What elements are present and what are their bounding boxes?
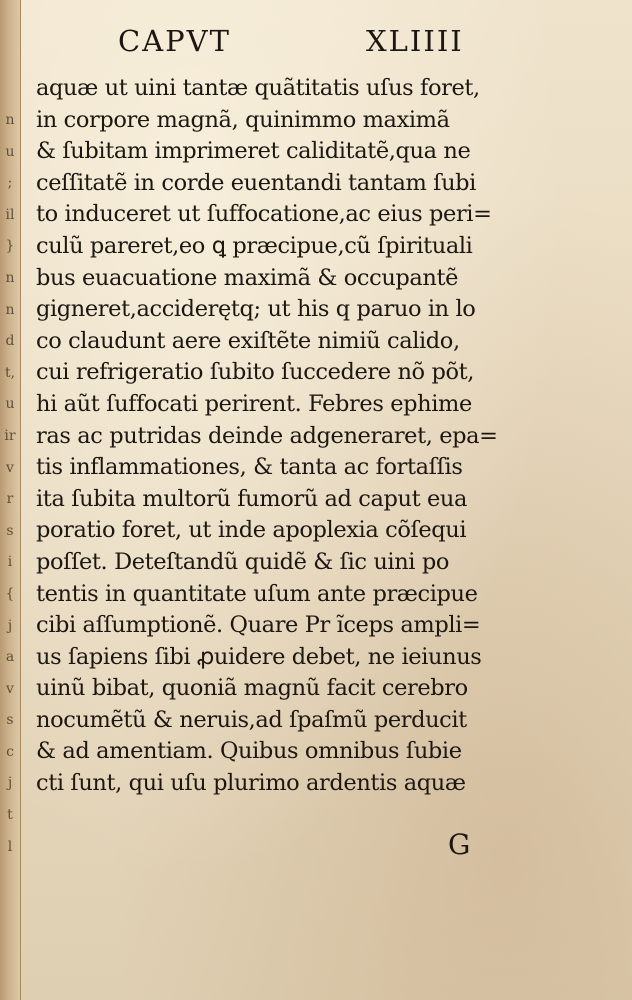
folio-number: XLIIII [366, 24, 464, 58]
text-line: poſſet. Deteſtandũ quidẽ & ſic uini po [36, 548, 449, 575]
bleed-mark: s [6, 712, 14, 729]
text-line: tis inflammationes, & tanta ac fortaſſis [36, 454, 463, 481]
bleed-mark: v [6, 459, 14, 476]
bleed-mark: i [7, 554, 13, 571]
bleed-mark: r [6, 491, 14, 508]
bleed-mark: t [7, 807, 13, 824]
text-line: cui refrigeratio ſubito ſuccedere nõ põt, [36, 359, 474, 386]
binding-edge [0, 0, 21, 1000]
text-line: us ſapiens ſibi ꝓuidere debet, ne ieiunus [36, 643, 482, 670]
bleed-mark: a [5, 649, 15, 666]
bleed-mark: ir [4, 427, 16, 444]
bleed-mark: n [5, 301, 15, 318]
text-line: cibi aſſumptionẽ. Quare Pr ĩceps ampli= [36, 612, 481, 639]
bleed-mark: j [7, 617, 13, 634]
bleed-mark: n [5, 269, 15, 286]
text-line: uinũ bibat, quoniã magnũ facit cerebro [36, 675, 468, 702]
text-line: ita ſubita multorũ fumorũ ad caput eua [36, 485, 468, 512]
bleed-through-marks [2, 105, 18, 863]
body-text [36, 73, 584, 800]
bleed-mark: s [6, 522, 14, 539]
text-line: gigneret,acciderętq; ut his q paruo in lo [36, 296, 476, 323]
bleed-mark: u [5, 396, 15, 413]
bleed-mark: v [6, 680, 14, 697]
text-line: poratio foret, ut inde apoplexia cõſequi [36, 517, 467, 544]
text-line: culũ pareret,eo ꝗ præcipue,cũ ſpirituali [36, 232, 473, 259]
text-line: hi aũt ſuffocati perirent. Febres ephime [36, 390, 472, 417]
bleed-mark: u [5, 143, 15, 160]
bleed-mark: { [5, 585, 15, 602]
bleed-mark: n [5, 112, 15, 128]
text-line: co claudunt aere exiſtẽte nimiũ calido, [36, 327, 460, 354]
text-line: & ſubitam imprimeret caliditatẽ,qua ne [36, 138, 471, 165]
text-line: ceſſitatẽ in corde euentandi tantam ſubi [36, 169, 476, 196]
page-header [118, 24, 482, 64]
text-line: tentis in quantitate uſum ante præcipue [36, 580, 478, 607]
running-head: CAPVT [118, 24, 231, 58]
bleed-mark: t, [4, 364, 16, 381]
bleed-mark: il [5, 206, 15, 223]
text-line: & ad amentiam. Quibus omnibus ſubie [36, 738, 462, 765]
text-line: cti ſunt, qui uſu plurimo ardentis aquæ [36, 770, 466, 797]
text-line: bus euacuatione maximã & occupantẽ [36, 264, 459, 291]
text-line: nocumẽtũ & neruis,ad ſpaſmũ perducit [36, 706, 467, 733]
text-line: ras ac putridas deinde adgeneraret, epa= [36, 422, 498, 449]
text-line: to induceret ut ſuffocatione,ac eius peri= [36, 201, 492, 228]
bleed-mark: j [7, 775, 13, 792]
bleed-mark: c [6, 743, 14, 760]
bleed-mark: ; [7, 175, 13, 192]
bleed-mark: l [7, 838, 13, 855]
signature-mark: G [448, 828, 471, 861]
text-line: aquæ ut uini tantæ quãtitatis uſus foret, [36, 75, 480, 101]
text-line: in corpore magnã, quinimmo maximã [36, 106, 450, 133]
bleed-mark: d [5, 333, 15, 350]
bleed-mark: } [5, 238, 15, 255]
